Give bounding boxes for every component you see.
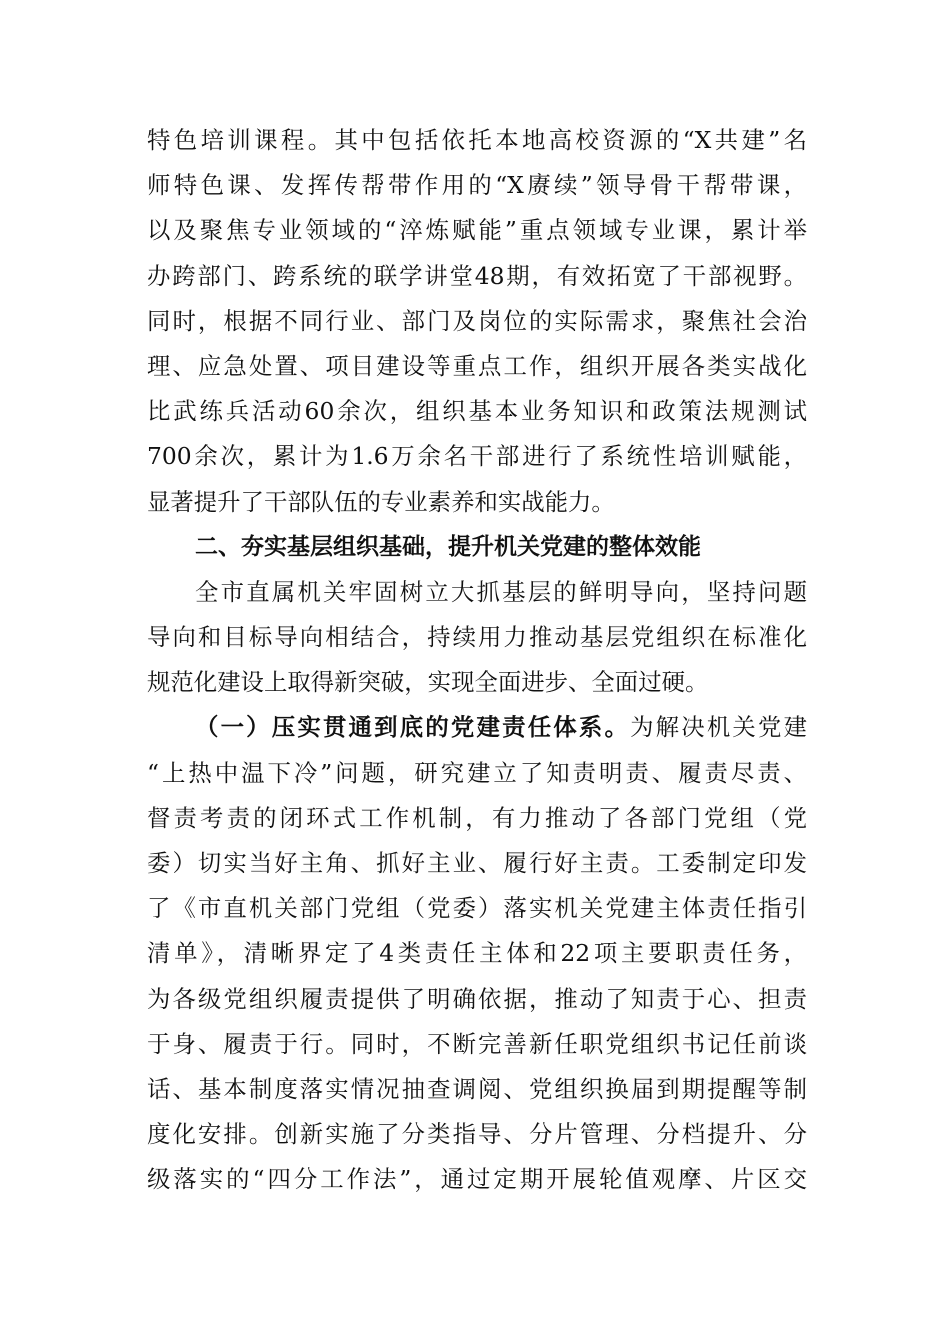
text-line: 清单》，清晰界定了4类责任主体和22项主要职责任务， [147, 939, 807, 968]
section-heading: 二、夯实基层组织基础，提升机关党建的整体效能 [195, 533, 701, 560]
text-line [147, 705, 807, 750]
text-line: 委）切实当好主角、抓好主业、履行好主责。工委制定印发 [147, 849, 807, 877]
text-line: 比武练兵活动60余次，组织基本业务知识和政策法规测试 [147, 397, 807, 426]
text-line: 师特色课、发挥传帮带作用的“X赓续”领导骨干帮带课， [147, 171, 807, 200]
text-span: 为解决机关党建 [630, 713, 808, 742]
text-line: 同时，根据不同行业、部门及岗位的实际需求，聚焦社会治 [147, 306, 807, 335]
text-line: 话、基本制度落实情况抽查调阅、党组织换届到期提醒等制 [147, 1074, 807, 1103]
text-line: 度化安排。创新实施了分类指导、分片管理、分档提升、分 [147, 1120, 807, 1149]
text-line: 理、应急处置、项目建设等重点工作，组织开展各类实战化 [147, 351, 807, 380]
text-line: 于身、履责于行。同时，不断完善新任职党组织书记任前谈 [147, 1029, 807, 1058]
document-body [147, 118, 807, 1203]
paragraph-grassroots [147, 570, 807, 706]
text-line: 为各级党组织履责提供了明确依据，推动了知责于心、担责 [147, 984, 807, 1013]
text-line: 办跨部门、跨系统的联学讲堂48期，有效拓宽了干部视野。 [147, 261, 807, 290]
text-line: 以及聚焦专业领域的“淬炼赋能”重点领域专业课，累计举 [147, 216, 807, 245]
paragraph-training [147, 118, 807, 525]
text-line: 级落实的“四分工作法”，通过定期开展轮值观摩、片区交 [147, 1165, 807, 1194]
text-line: “上热中温下冷”问题，研究建立了知责明责、履责尽责、 [147, 758, 807, 787]
text-line: 显著提升了干部队伍的专业素养和实战能力。 [147, 487, 615, 516]
text-line: 督责考责的闭环式工作机制，有力推动了各部门党组（党 [147, 803, 807, 832]
subsection-lead: （一）压实贯通到底的党建责任体系。 [195, 713, 631, 742]
text-line: 规范化建设上取得新突破，实现全面进步、全面过硬。 [147, 668, 709, 697]
text-line: 了《市直机关部门党组（党委）落实机关党建主体责任指引 [147, 894, 807, 923]
text-line: 导向和目标导向相结合，持续用力推动基层党组织在标准化 [147, 623, 807, 652]
text-line: 700余次，累计为1.6万余名干部进行了系统性培训赋能， [147, 442, 807, 471]
text-line: 特色培训课程。其中包括依托本地高校资源的“X共建”名 [147, 126, 807, 154]
text-line: 全市直属机关牢固树立大抓基层的鲜明导向，坚持问题 [195, 577, 807, 606]
paragraph-responsibility [147, 705, 807, 1202]
